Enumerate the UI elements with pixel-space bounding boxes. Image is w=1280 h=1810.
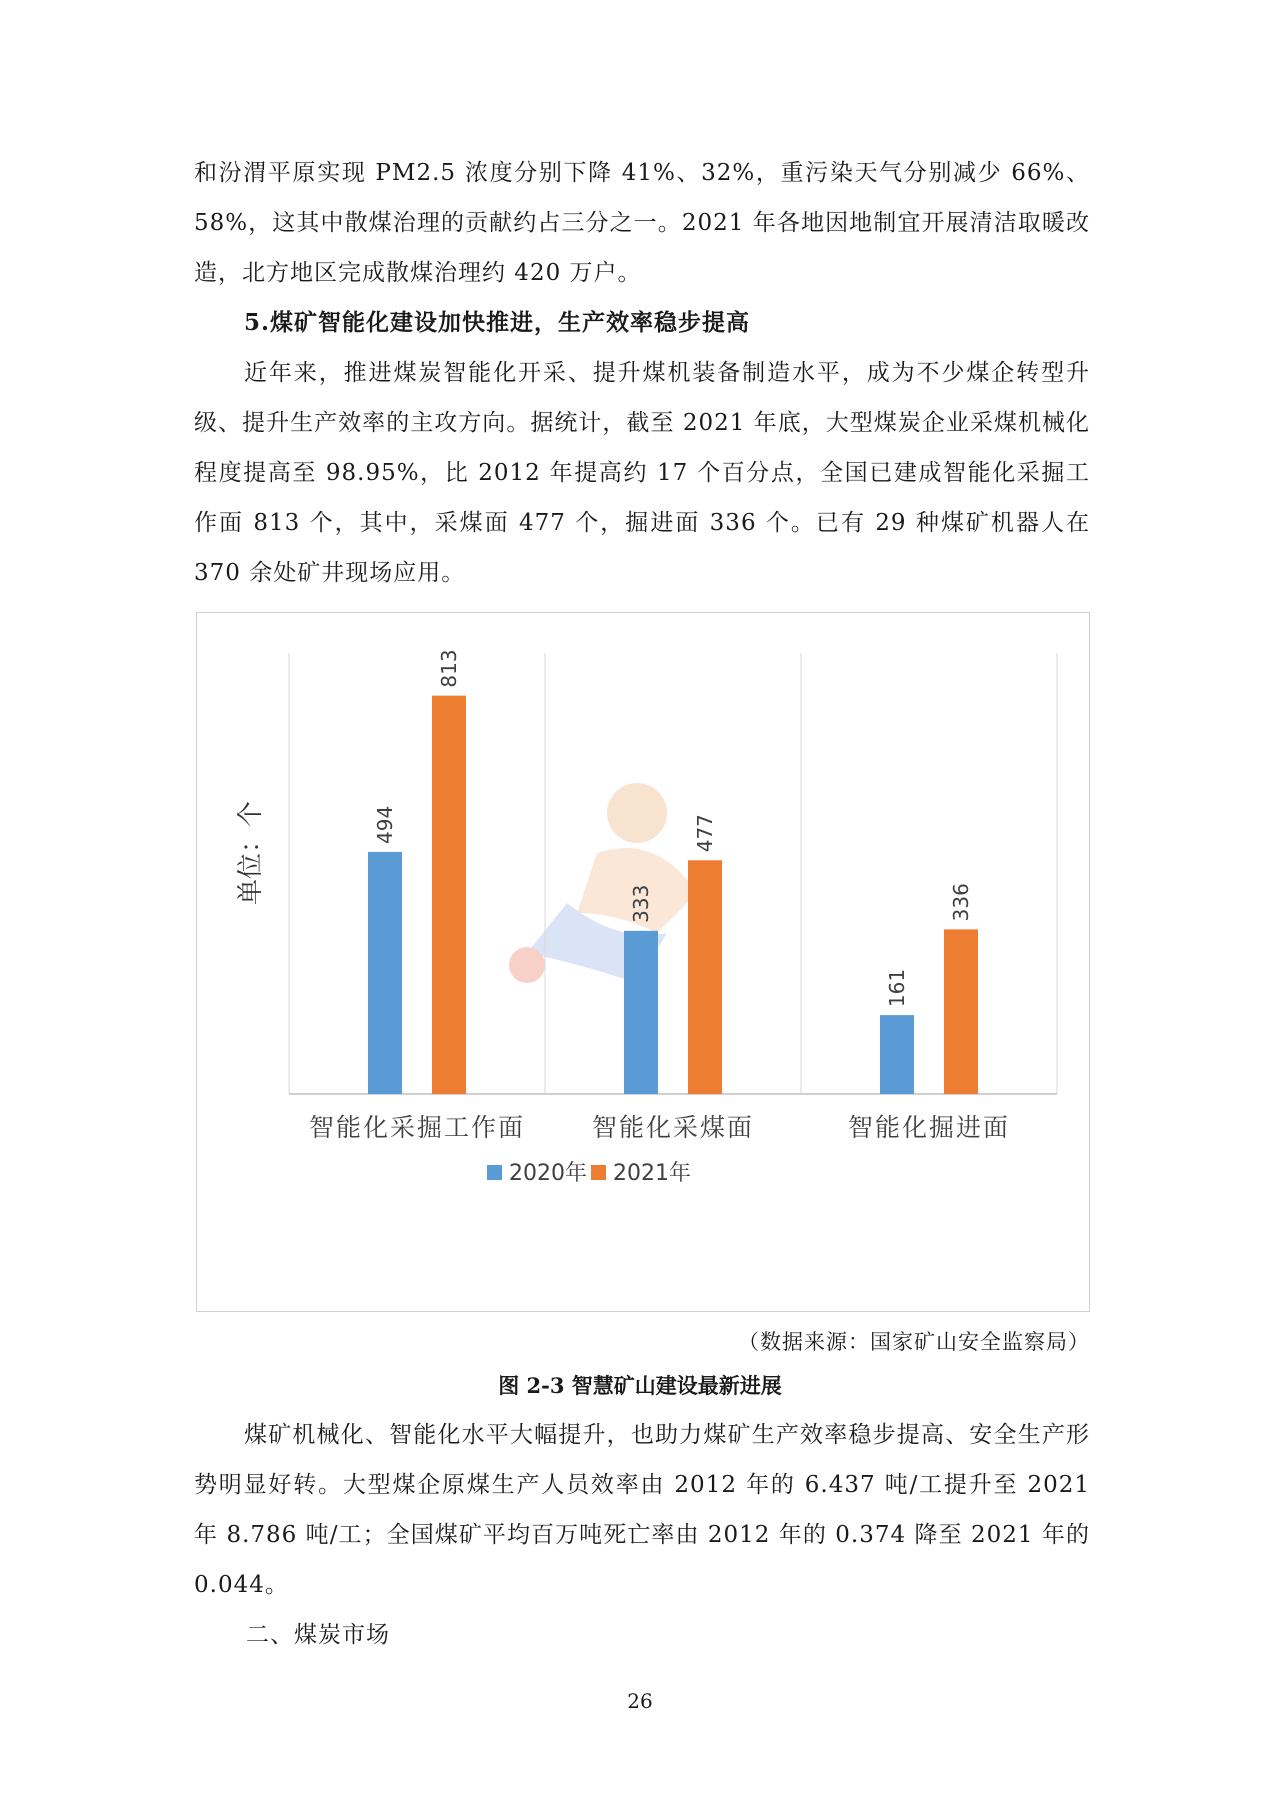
y-axis-label: 单位：个 — [236, 800, 266, 906]
value-label: 477 — [693, 814, 717, 853]
value-label: 336 — [949, 883, 973, 922]
section-title: 二、煤炭市场 — [246, 1622, 390, 1648]
bar-2020年-智能化采煤面 — [624, 931, 658, 1094]
legend-label: 2021年 — [613, 1161, 691, 1186]
bar-2020年-智能化采掘工作面 — [368, 852, 402, 1094]
figure-caption: 图 2-3 智慧矿山建设最新进展 — [498, 1373, 782, 1398]
bar-2020年-智能化掘进面 — [880, 1015, 914, 1094]
chart-frame — [196, 612, 1090, 1312]
category-label: 智能化采掘工作面 — [308, 1113, 526, 1142]
chart-legend — [487, 1161, 691, 1186]
legend-label: 2020年 — [509, 1161, 587, 1186]
intro-paragraph: 和汾渭平原实现 PM2.5 浓度分别下降 41%、32%，重污染天气分别减少 66%、58%，这其中散煤治理的贡献约占三分之一。2021 年各地因地制宜开展清洁取暖改造，北方地区完成散煤治理约 420 万户。 — [194, 160, 1090, 286]
category-label: 智能化采煤面 — [591, 1113, 755, 1142]
value-label: 813 — [437, 649, 461, 688]
bar-chart — [197, 613, 1089, 1311]
bar-2021年-智能化掘进面 — [944, 929, 978, 1094]
category-label: 智能化掘进面 — [847, 1113, 1011, 1142]
efficiency-paragraph: 煤矿机械化、智能化水平大幅提升，也助力煤矿生产效率稳步提高、安全生产形势明显好转。大型煤企原煤生产人员效率由 2012 年的 6.437 吨/工提升至 2021 年 8.786 吨/工；全国煤矿平均百万吨死亡率由 2012 年的 0.374 降至 2021 年的 0.044。 — [194, 1422, 1090, 1598]
value-label: 333 — [629, 884, 653, 923]
bar-2021年-智能化采煤面 — [688, 860, 722, 1094]
mechanization-paragraph: 近年来，推进煤炭智能化开采、提升煤机装备制造水平，成为不少煤企转型升级、提升生产效率的主攻方向。据统计，截至 2021 年底，大型煤炭企业采煤机械化程度提高至 98.95%，比 2012 年提高约 17 个百分点，全国已建成智能化采掘工作面 813 个，其中，采煤面 477 个，掘进面 336 个。已有 29 种煤矿机器人在 370 余处矿井现场应用。 — [194, 360, 1090, 586]
legend-swatch — [591, 1165, 606, 1180]
page-number: 26 — [627, 1689, 653, 1713]
chart-watermark — [509, 783, 697, 983]
bar-2021年-智能化采掘工作面 — [432, 696, 466, 1094]
value-label: 494 — [373, 805, 397, 844]
legend-swatch — [487, 1165, 502, 1180]
figure-source: （数据来源：国家矿山安全监察局） — [738, 1330, 1090, 1354]
value-label: 161 — [885, 968, 909, 1008]
chart-category-labels — [309, 1113, 1010, 1142]
section-heading: 5.煤矿智能化建设加快推进，生产效率稳步提高 — [244, 309, 751, 336]
